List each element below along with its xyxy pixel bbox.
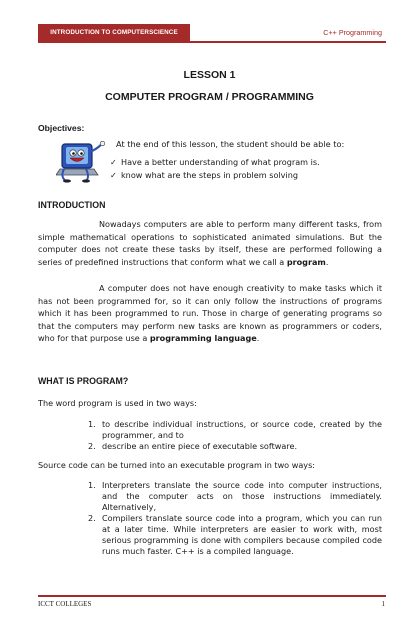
- checkmark-icon: ✓: [110, 157, 117, 167]
- source-code-list: [88, 480, 382, 557]
- introduction-heading: INTRODUCTION: [38, 200, 106, 210]
- subject-title: C++ Programming: [323, 28, 382, 37]
- checkmark-icon: ✓: [110, 170, 117, 180]
- program-usage-list: [88, 419, 382, 452]
- footer-institution: ICCT COLLEGES: [38, 600, 92, 608]
- source-code-intro: Source code can be turned into an executable program in two ways:: [38, 460, 316, 470]
- list-item: 2. describe an entire piece of executable software.: [88, 441, 298, 451]
- introduction-paragraph-1: Nowadays computers are able to perform many different tasks, from simple mathematical operations to sophisticated animated simulations. But the computer does not create these tasks by itself, these are performed following a series of predefined instructions that conform what we call a program.: [38, 219, 382, 267]
- objective-item: ✓ know what are the steps in problem solving: [110, 170, 298, 180]
- lesson-number: LESSON 1: [183, 69, 236, 81]
- course-title-banner: INTRODUCTION TO COMPUTERSCIENCE: [38, 24, 190, 41]
- list-item: 1. Interpreters translate the source code into computer instructions, and the computer acts on those instructions immediately. Alternatively,: [88, 480, 382, 512]
- objective-item: ✓ Have a better understanding of what program is.: [110, 157, 320, 167]
- lesson-title: COMPUTER PROGRAM / PROGRAMMING: [105, 91, 314, 103]
- what-is-program-heading: WHAT IS PROGRAM?: [38, 376, 129, 386]
- page-number: 1: [381, 600, 385, 608]
- list-item: 1. to describe individual instructions, or source code, created by the programmer, and to: [88, 419, 382, 440]
- objectives-heading: Objectives:: [38, 123, 85, 133]
- computer-mascot-icon: [56, 141, 108, 183]
- footer-divider: [38, 595, 386, 597]
- page-header: [38, 24, 386, 43]
- objectives-intro: At the end of this lesson, the student should be able to:: [116, 139, 345, 149]
- list-item: 2. Compilers translate source code into a program, which you can run at a later time. While interpreters are easier to work with, most serious programming is done with compilers because compiled code runs much faster. C++ is a compiled language.: [88, 513, 382, 556]
- introduction-paragraph-2: A computer does not have enough creativity to make tasks which it has not been programmed for, so it can only follow the instructions of programs which it has been programmed to run. Those in charge of generating programs so that the computers may perform new tasks are known as programmers or coders, who for that purpose use a programming language.: [38, 283, 382, 344]
- program-usage-intro: The word program is used in two ways:: [38, 398, 197, 408]
